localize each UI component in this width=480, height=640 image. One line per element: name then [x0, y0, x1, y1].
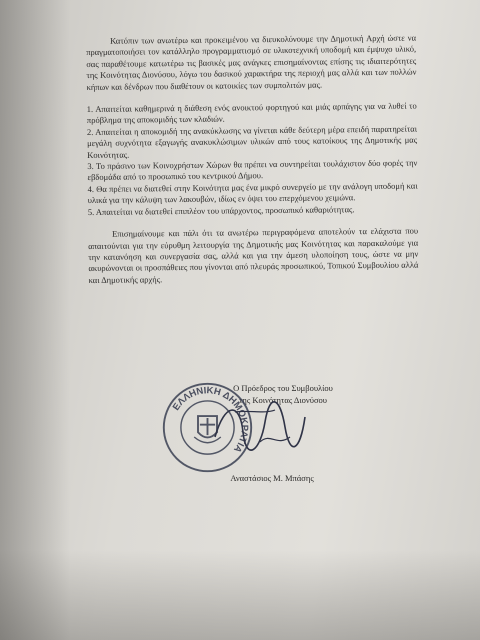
list-item: 4. Θα πρέπει να διατεθεί στην Κοινότητα μας ένα μικρό συνεργείο με την ανάλογη υποδομή και υλικά για την κάλυψη των λακουβών, ιδίως εν όψει του επερχόμενου χειμώνα. — [87, 180, 418, 206]
stamp-text: ΕΛΛΗΝΙΚΗ ΔΗΜΟΚΡΑΤΙΑ — [170, 385, 250, 455]
signatory-title-line1: Ο Πρόεδρος του Συμβουλίου — [233, 383, 333, 393]
intro-paragraph: Κατόπιν των ανωτέρω και προκειμένου να διευκολύνουμε την Δημοτική Αρχή ώστε να πραγματοποιήσει τον κατάλληλο προγραμματισμό σε υλικοτεχνική υποδομή και έμψυχο υλικό, σας παραθέτουμε κατωτέρω τις βασικές μας ανάγκες επισημαίνοντας επίσης τις ιδιαιτερότητες της Κοινότητας Διονύσου, λόγω του δασικού χαρακτήρα της περιοχή μας αλλά και των πολλών κήπων και δένδρων που διαθέτουν οι κατοικίες των συμπολιτών μας. — [86, 32, 417, 92]
letter-body — [86, 33, 419, 287]
list-item: 2. Απαιτείται η αποκομιδή της ανακύκλωσης να γίνεται κάθε δεύτερη μέρα επειδή παρατηρείται μεγάλη συχνότητα εξαγωγής ανακυκλώσιμων υλικών από τους κατοίκους της Δημοτικής μας Κοινότητας. — [86, 123, 418, 160]
list-item: 1. Απαιτείται καθημερινά η διάθεση ενός ανοικτού φορτηγού και μιάς αρπάγης για να λυθεί το πρόβλημα της αποκομιδής των κλαδιών. — [86, 100, 417, 126]
closing-paragraph: Επισημαίνουμε και πάλι ότι τα ανωτέρω περιγραφόμενα αποτελούν τα ελάχιστα που απαιτούνται για την εύρυθμη λειτουργία της Δημοτικής μας Κοινότητας και παρακαλούμε για την κατανόηση και συνεργασία σας, αλλά και για την άμεση υλοποίηση τους, ώστε να μην ακυρώνονται οι προσπάθειες που γίνονται από πλευράς προσωπικού, Τοπικού Συμβουλίου αλλά και Δημοτικής αρχής. — [88, 225, 419, 285]
handwritten-signature — [205, 392, 325, 462]
list-item: 5. Απαιτείται να διατεθεί επιπλέον του υπάρχοντος, προσωπικό καθαριότητας. — [87, 203, 355, 217]
signatory-title-line2: της Κοινότητας Διονύσου — [239, 395, 327, 405]
page-shadow-bottom — [0, 550, 480, 640]
list-item: 3. Το πράσινο των Κοινοχρήστων Χώρων θα πρέπει να συντηρείται τουλάχιστον δύο φορές την εβδομάδα από το προσωπικό του κεντρικού Δήμου. — [87, 157, 418, 183]
page-shadow-left — [0, 0, 70, 640]
signatory-name: Αναστάσιος Μ. Μπάσης — [230, 473, 314, 483]
